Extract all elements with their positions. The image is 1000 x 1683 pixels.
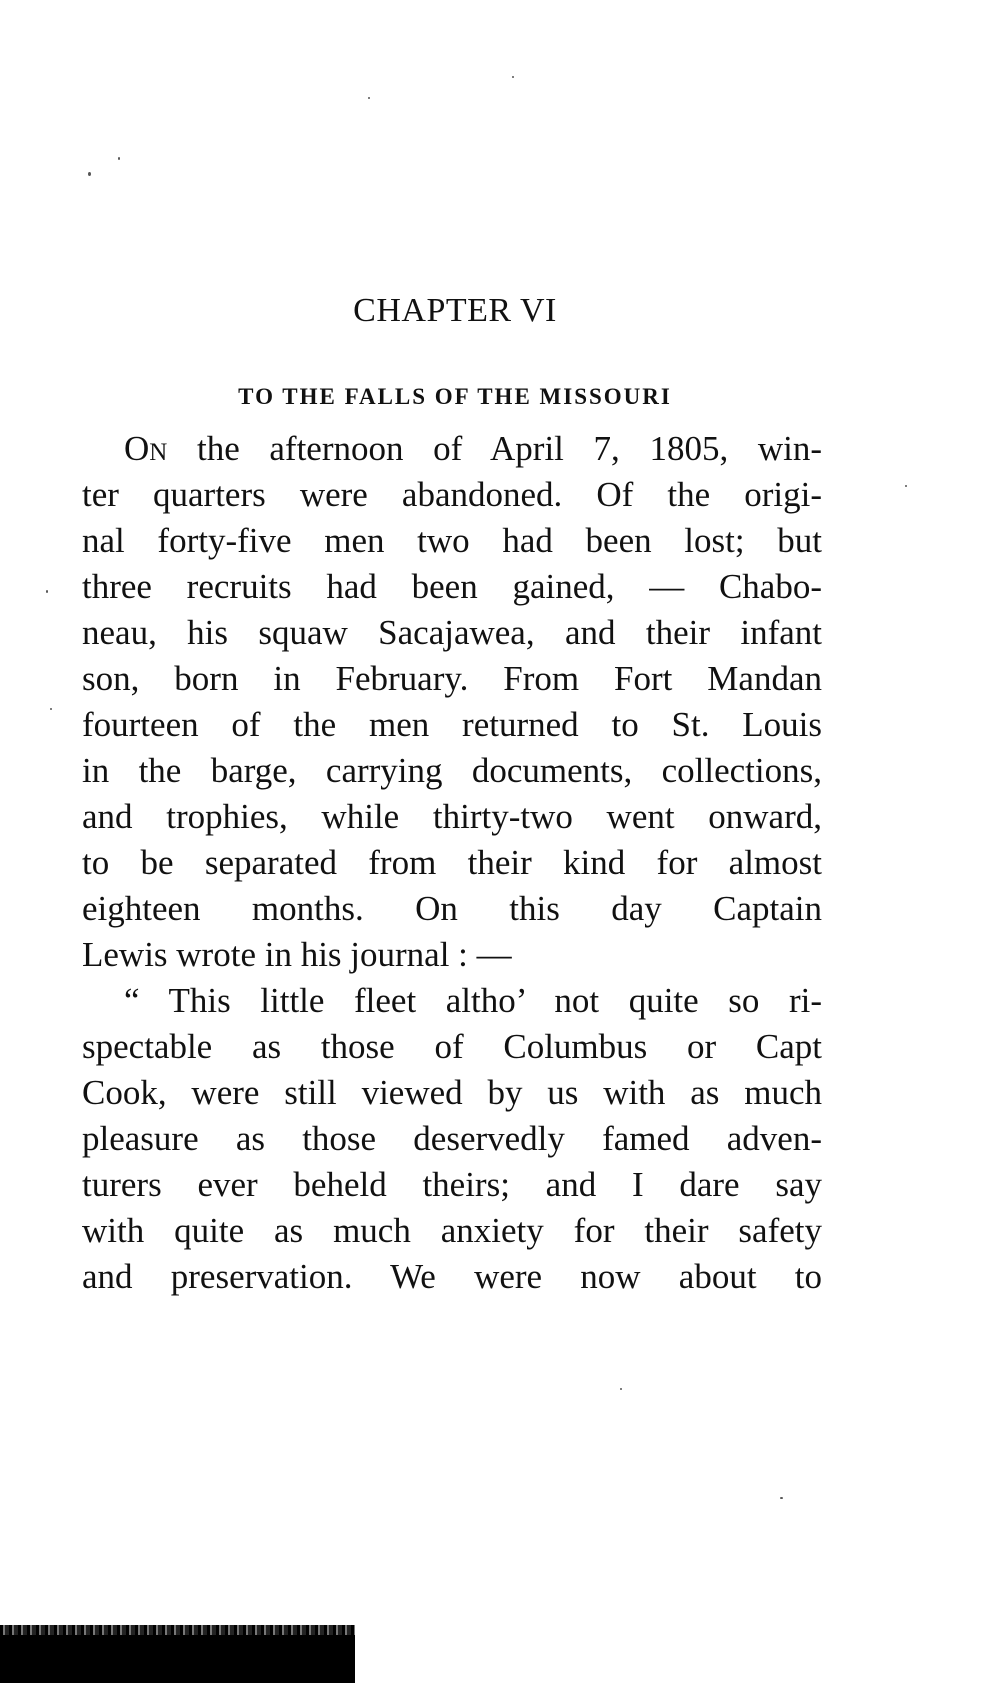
text-line-16: pleasure as those deservedly famed adven- xyxy=(82,1119,822,1158)
text-line-3: nal forty-five men two had been lost; but xyxy=(82,521,822,560)
text-line-6: son, born in February. From Fort Mandan xyxy=(82,659,822,698)
chapter-title: CHAPTER VI xyxy=(353,292,557,329)
text-line-10: to be separated from their kind for almost xyxy=(82,843,822,882)
drop-word: On xyxy=(124,429,168,468)
scan-speck xyxy=(46,590,48,593)
scan-speck xyxy=(368,97,370,99)
scan-speck xyxy=(88,172,91,176)
text-line-8: in the barge, carrying documents, collections, xyxy=(82,751,822,790)
text-line-15: Cook, were still viewed by us with as much xyxy=(82,1073,822,1112)
text-line-4: three recruits had been gained, — Chabo- xyxy=(82,567,822,606)
text-line-17: turers ever beheld theirs; and I dare say xyxy=(82,1165,822,1204)
scan-speck xyxy=(118,157,120,160)
text-line-1 xyxy=(124,425,822,473)
text-line-1-rest: the afternoon of April 7, 1805, win- xyxy=(167,429,822,468)
scan-speck xyxy=(50,708,52,710)
text-line-7: fourteen of the men returned to St. Louis xyxy=(82,705,822,744)
scan-speck xyxy=(905,485,907,487)
scan-edge-noise xyxy=(0,1625,355,1635)
text-line-2: ter quarters were abandoned. Of the origi- xyxy=(82,475,822,514)
text-line-14: spectable as those of Columbus or Capt xyxy=(82,1027,822,1066)
scan-speck xyxy=(780,1497,783,1499)
text-line-12: Lewis wrote in his journal : — xyxy=(82,935,512,974)
scan-speck xyxy=(512,76,514,78)
text-line-13: “ This little fleet altho’ not quite so ri- xyxy=(124,981,822,1020)
text-line-18: with quite as much anxiety for their safety xyxy=(82,1211,822,1250)
chapter-subtitle: TO THE FALLS OF THE MISSOURI xyxy=(238,384,672,409)
text-line-5: neau, his squaw Sacajawea, and their infant xyxy=(82,613,822,652)
text-line-11: eighteen months. On this day Captain xyxy=(82,889,822,928)
text-line-19: and preservation. We were now about to xyxy=(82,1257,822,1296)
scan-speck xyxy=(620,1388,622,1390)
text-line-9: and trophies, while thirty-two went onward, xyxy=(82,797,822,836)
